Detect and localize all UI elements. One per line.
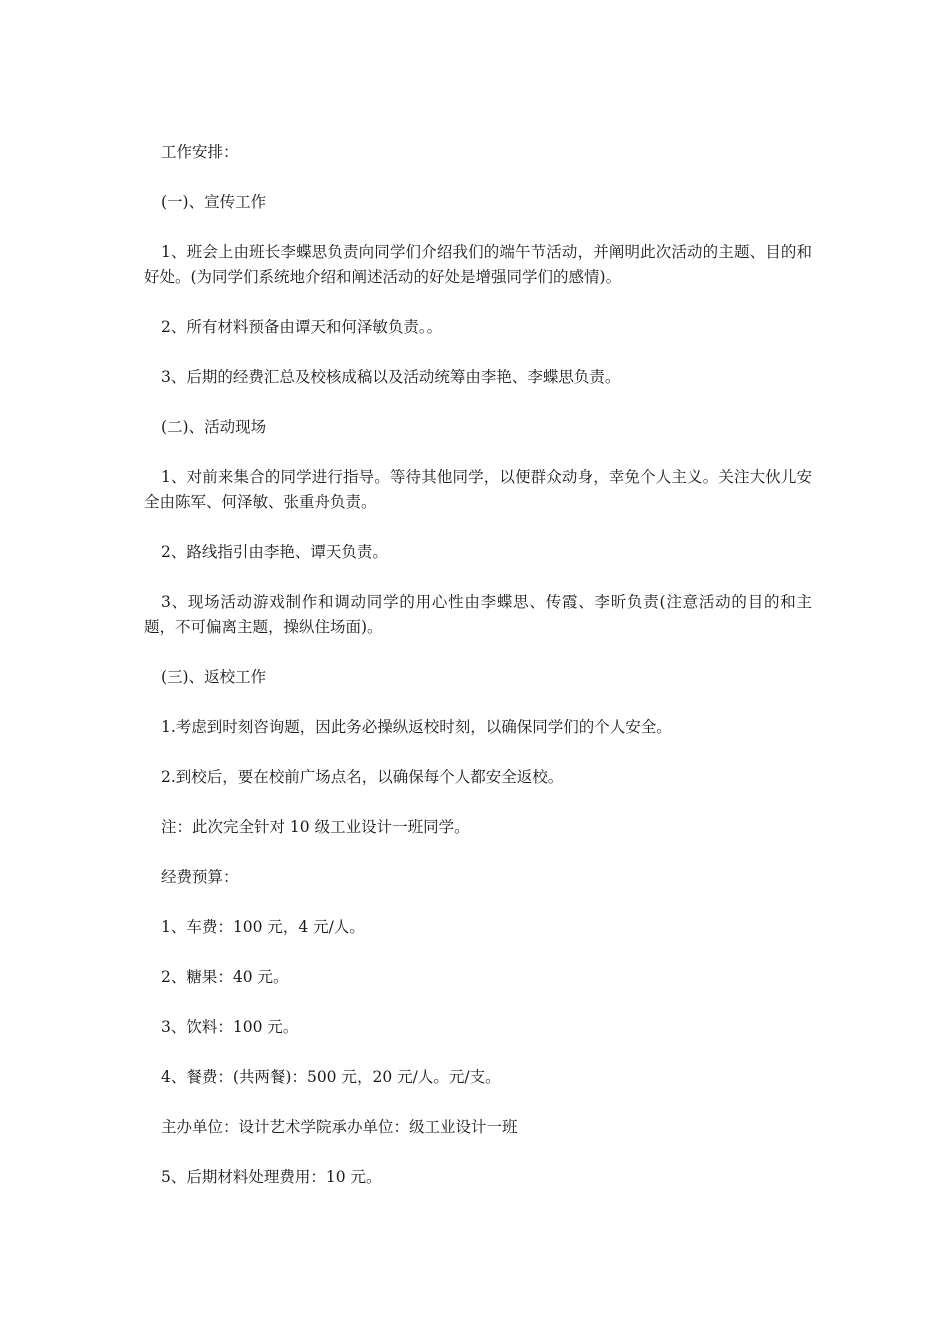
section-publicity: (一)、宣传工作 [161, 193, 267, 211]
budget-item-meals: 4、餐费：(共两餐)：500 元，20 元/人。元/支。 [161, 1068, 501, 1086]
return-item-2: 2.到校后，要在校前广场点名，以确保每个人都安全返校。 [161, 768, 564, 786]
heading-work-arrangement: 工作安排： [161, 143, 239, 161]
note-paragraph: 注：此次完全针对 10 级工业设计一班同学。 [161, 818, 470, 836]
publicity-item-3: 3、后期的经费汇总及校核成稿以及活动统筹由李艳、李蝶思负责。 [161, 368, 621, 386]
budget-item-drinks: 3、饮料：100 元。 [161, 1018, 299, 1036]
publicity-item-1: 1、班会上由班长李蝶思负责向同学们介绍我们的端午节活动，并阐明此次活动的主题、目的和好处。(为同学们系统地介绍和阐述活动的好处是增强同学们的感情)。 [144, 243, 812, 286]
budget-item-materials: 5、后期材料处理费用：10 元。 [161, 1168, 382, 1186]
site-item-2: 2、路线指引由李艳、谭天负责。 [161, 543, 388, 561]
site-item-1: 1、对前来集合的同学进行指导。等待其他同学，以便群众动身，幸免个人主义。关注大伙儿安全由陈军、何泽敏、张重舟负责。 [144, 468, 812, 511]
document-page [144, 140, 812, 1215]
return-item-1: 1.考虑到时刻咨询题，因此务必操纵返校时刻，以确保同学们的个人安全。 [161, 718, 672, 736]
section-activity-site: (二)、活动现场 [161, 418, 267, 436]
publicity-item-2: 2、所有材料预备由谭天和何泽敏负责。。 [161, 318, 443, 336]
site-item-3: 3、现场活动游戏制作和调动同学的用心性由李蝶思、传霞、李昕负责(注意活动的目的和主题，不可偏离主题，操纵住场面)。 [144, 593, 812, 636]
budget-item-transport: 1、车费：100 元，4 元/人。 [161, 918, 365, 936]
budget-item-candy: 2、糖果：40 元。 [161, 968, 289, 986]
organizer-paragraph: 主办单位：设计艺术学院承办单位：级工业设计一班 [161, 1118, 518, 1136]
section-return: (三)、返校工作 [161, 668, 267, 686]
heading-budget: 经费预算： [161, 868, 239, 886]
